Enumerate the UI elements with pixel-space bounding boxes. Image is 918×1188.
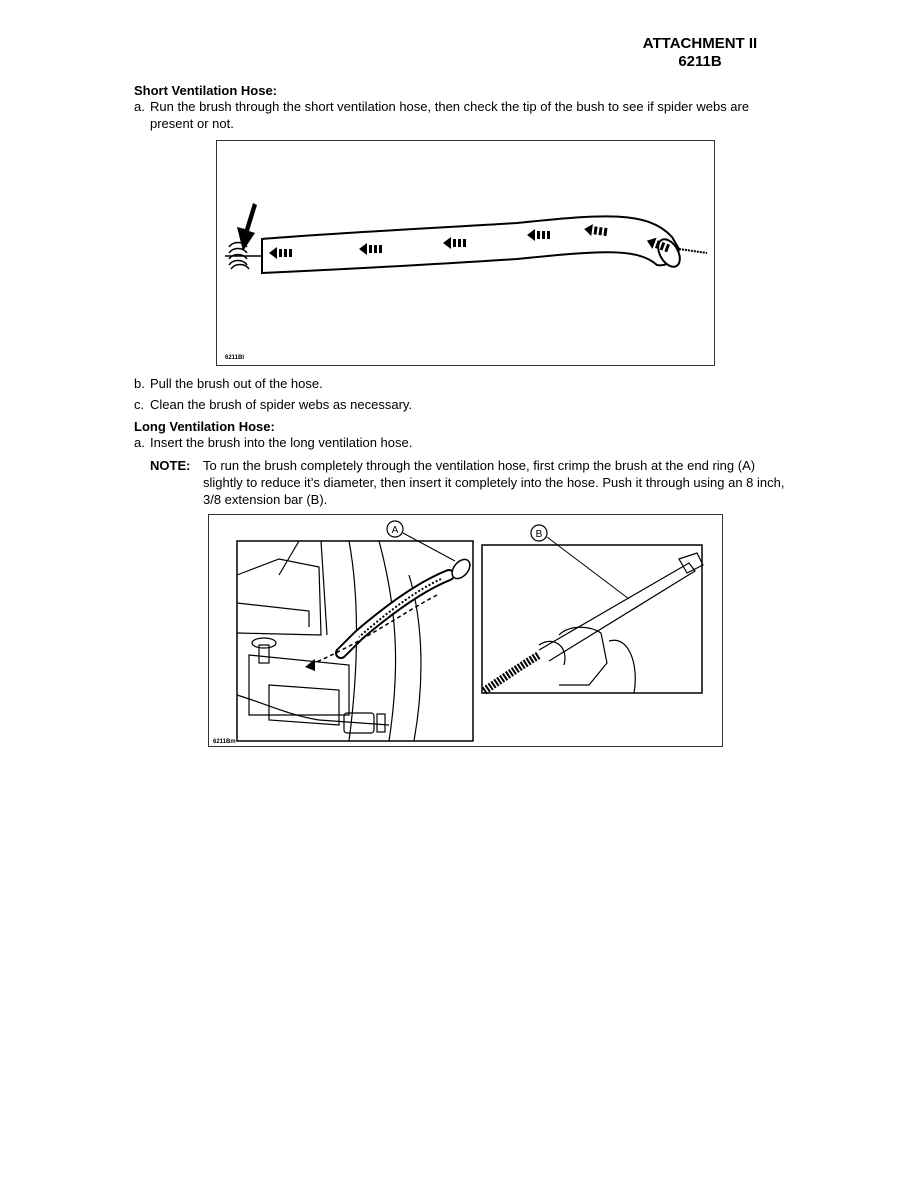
document-number: 6211B [678, 53, 722, 70]
step-label: c. [134, 397, 145, 412]
short-hose-heading: Short Ventilation Hose: [134, 83, 278, 98]
document-header [630, 35, 770, 71]
long-hose-figure [208, 514, 723, 747]
step-label: a. [134, 435, 145, 450]
attachment-title: ATTACHMENT II [642, 35, 758, 52]
step-text: Clean the brush of spider webs as necessary. [150, 397, 413, 412]
note-text: To run the brush completely through the ventilation hose, first crimp the brush at the end ring (A) slightly to reduce it’s diameter, then insert it completely into the hose. Push it through using an 8 inch, 3/8 extension bar (B). [203, 458, 785, 507]
step-text: Run the brush through the short ventilation hose, then check the tip of the bush to see if spider webs are present or not. [150, 99, 750, 131]
long-hose-figure-code: 6211Bm [213, 739, 236, 745]
short-hose-figure [216, 140, 715, 366]
short-hose-figure-code: 6211Bl [225, 355, 245, 361]
callout-a-label: A [391, 525, 399, 536]
note-label: NOTE: [150, 458, 191, 473]
step-text: Pull the brush out of the hose. [150, 376, 323, 391]
step-text: Insert the brush into the long ventilation hose. [150, 435, 413, 450]
callout-b-label: B [535, 529, 543, 540]
step-label: a. [134, 99, 145, 114]
step-label: b. [134, 376, 145, 391]
long-hose-heading: Long Ventilation Hose: [134, 419, 275, 434]
